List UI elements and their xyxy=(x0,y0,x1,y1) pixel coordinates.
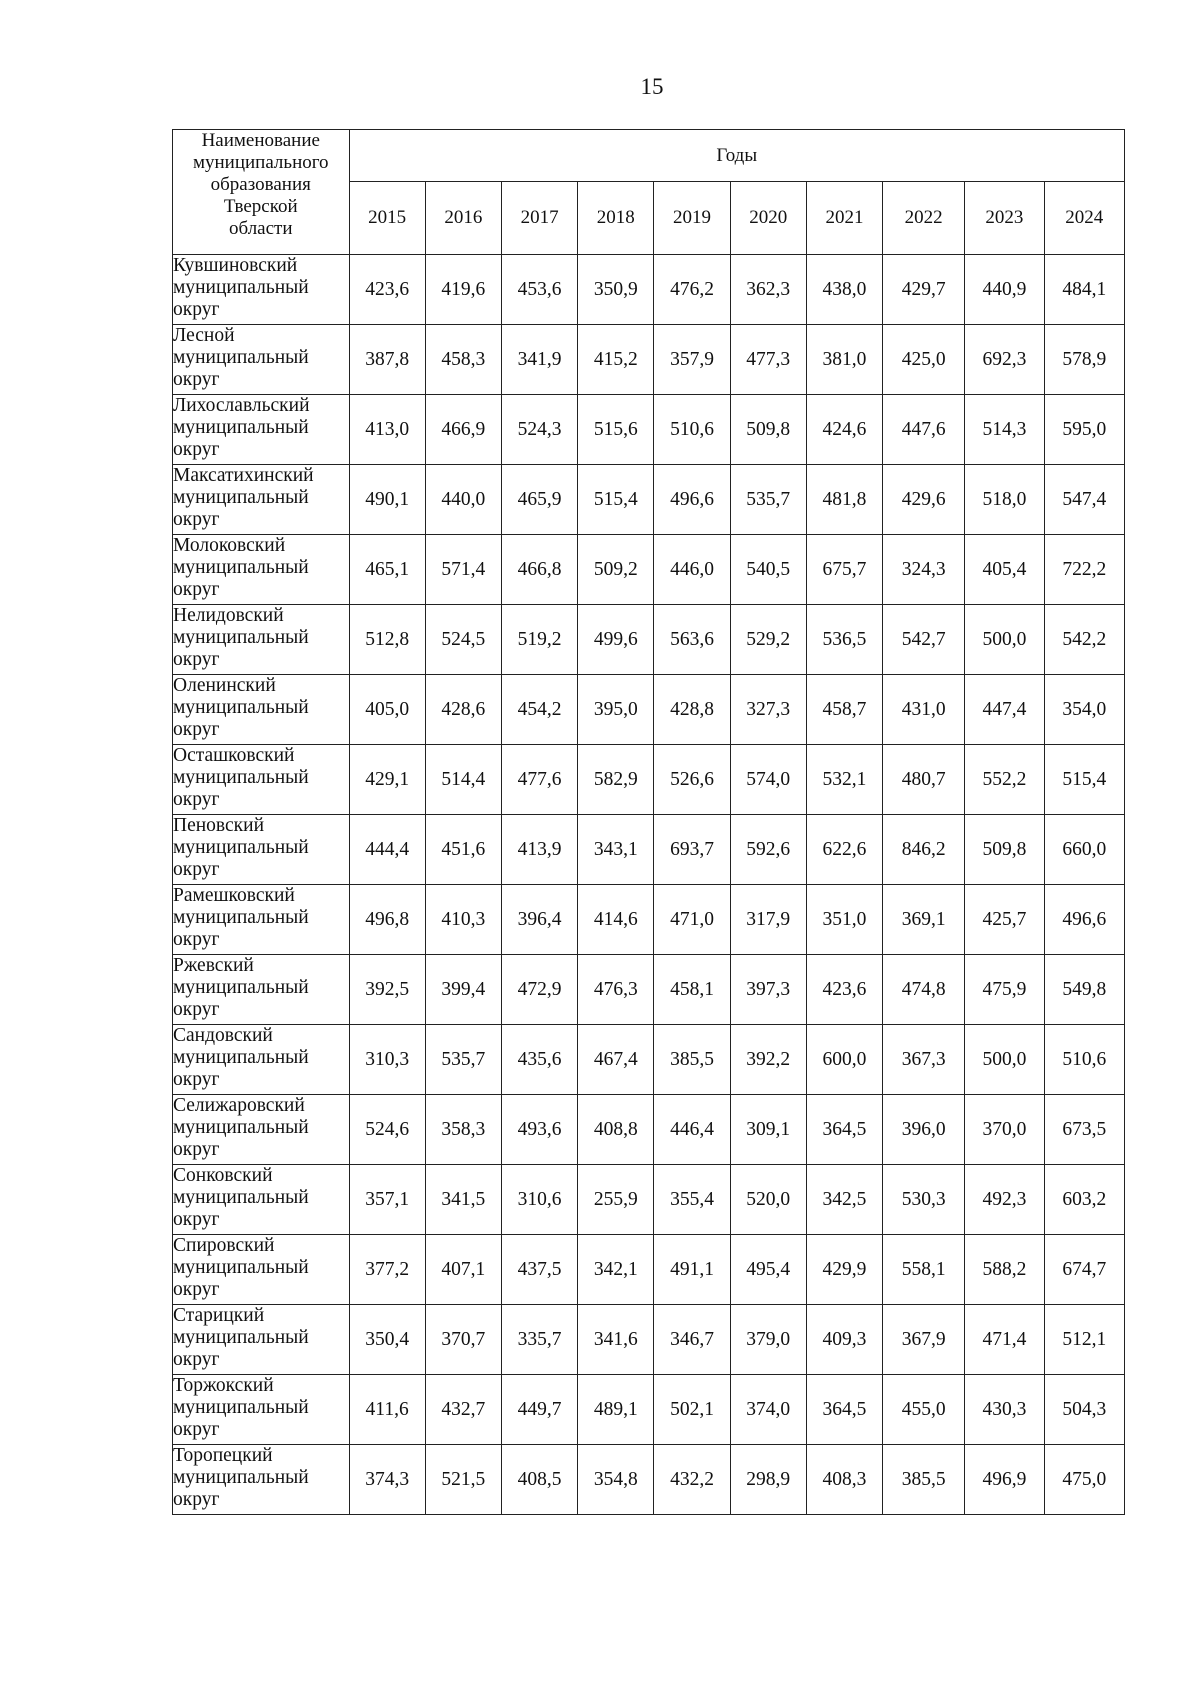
value-cell: 357,1 xyxy=(349,1165,425,1235)
data-table xyxy=(172,129,1125,1515)
value-cell: 471,0 xyxy=(654,885,730,955)
value-cell: 379,0 xyxy=(730,1305,806,1375)
value-cell: 298,9 xyxy=(730,1445,806,1515)
value-cell: 477,6 xyxy=(501,745,577,815)
value-cell: 429,9 xyxy=(806,1235,882,1305)
value-cell: 310,3 xyxy=(349,1025,425,1095)
value-cell: 496,6 xyxy=(654,465,730,535)
table-row xyxy=(173,325,1125,395)
value-cell: 578,9 xyxy=(1044,325,1124,395)
value-cell: 435,6 xyxy=(501,1025,577,1095)
value-cell: 432,7 xyxy=(425,1375,501,1445)
value-cell: 519,2 xyxy=(501,605,577,675)
year-header-cell: 2015 xyxy=(349,182,425,255)
value-cell: 310,6 xyxy=(501,1165,577,1235)
value-cell: 429,6 xyxy=(883,465,965,535)
value-cell: 673,5 xyxy=(1044,1095,1124,1165)
value-cell: 515,4 xyxy=(1044,745,1124,815)
value-cell: 255,9 xyxy=(578,1165,654,1235)
value-cell: 354,8 xyxy=(578,1445,654,1515)
municipality-name: Лихославльский муниципальный округ xyxy=(173,395,350,465)
value-cell: 660,0 xyxy=(1044,815,1124,885)
value-cell: 489,1 xyxy=(578,1375,654,1445)
value-cell: 514,3 xyxy=(965,395,1044,465)
value-cell: 446,4 xyxy=(654,1095,730,1165)
value-cell: 440,9 xyxy=(965,255,1044,325)
value-cell: 350,4 xyxy=(349,1305,425,1375)
value-cell: 413,0 xyxy=(349,395,425,465)
name-column-header: Наименование муниципального образования Тверской области xyxy=(173,130,350,255)
value-cell: 514,4 xyxy=(425,745,501,815)
municipality-name: Сонковский муниципальный округ xyxy=(173,1165,350,1235)
value-cell: 351,0 xyxy=(806,885,882,955)
value-cell: 407,1 xyxy=(425,1235,501,1305)
value-cell: 425,0 xyxy=(883,325,965,395)
value-cell: 526,6 xyxy=(654,745,730,815)
value-cell: 367,9 xyxy=(883,1305,965,1375)
years-header: Годы xyxy=(349,130,1124,182)
value-cell: 535,7 xyxy=(730,465,806,535)
value-cell: 542,7 xyxy=(883,605,965,675)
value-cell: 846,2 xyxy=(883,815,965,885)
table-row xyxy=(173,1305,1125,1375)
value-cell: 496,8 xyxy=(349,885,425,955)
table-row xyxy=(173,1445,1125,1515)
value-cell: 317,9 xyxy=(730,885,806,955)
municipality-name: Оленинский муниципальный округ xyxy=(173,675,350,745)
value-cell: 480,7 xyxy=(883,745,965,815)
value-cell: 509,8 xyxy=(965,815,1044,885)
municipality-name: Рамешковский муниципальный округ xyxy=(173,885,350,955)
table-row xyxy=(173,745,1125,815)
value-cell: 504,3 xyxy=(1044,1375,1124,1445)
value-cell: 512,1 xyxy=(1044,1305,1124,1375)
value-cell: 499,6 xyxy=(578,605,654,675)
value-cell: 357,9 xyxy=(654,325,730,395)
value-cell: 324,3 xyxy=(883,535,965,605)
table-row xyxy=(173,395,1125,465)
value-cell: 381,0 xyxy=(806,325,882,395)
value-cell: 500,0 xyxy=(965,1025,1044,1095)
value-cell: 502,1 xyxy=(654,1375,730,1445)
value-cell: 600,0 xyxy=(806,1025,882,1095)
value-cell: 521,5 xyxy=(425,1445,501,1515)
municipality-name: Пеновский муниципальный округ xyxy=(173,815,350,885)
value-cell: 354,0 xyxy=(1044,675,1124,745)
value-cell: 475,9 xyxy=(965,955,1044,1025)
value-cell: 350,9 xyxy=(578,255,654,325)
value-cell: 343,1 xyxy=(578,815,654,885)
value-cell: 552,2 xyxy=(965,745,1044,815)
table-row xyxy=(173,605,1125,675)
municipality-name: Максатихинский муниципальный округ xyxy=(173,465,350,535)
value-cell: 437,5 xyxy=(501,1235,577,1305)
year-header-cell: 2018 xyxy=(578,182,654,255)
value-cell: 532,1 xyxy=(806,745,882,815)
value-cell: 491,1 xyxy=(654,1235,730,1305)
value-cell: 342,1 xyxy=(578,1235,654,1305)
value-cell: 423,6 xyxy=(806,955,882,1025)
table-row xyxy=(173,955,1125,1025)
value-cell: 465,9 xyxy=(501,465,577,535)
municipality-name: Молоковский муниципальный округ xyxy=(173,535,350,605)
value-cell: 415,2 xyxy=(578,325,654,395)
value-cell: 496,6 xyxy=(1044,885,1124,955)
table-row xyxy=(173,465,1125,535)
value-cell: 493,6 xyxy=(501,1095,577,1165)
value-cell: 692,3 xyxy=(965,325,1044,395)
value-cell: 536,5 xyxy=(806,605,882,675)
value-cell: 419,6 xyxy=(425,255,501,325)
value-cell: 429,7 xyxy=(883,255,965,325)
municipality-name: Спировский муниципальный округ xyxy=(173,1235,350,1305)
value-cell: 364,5 xyxy=(806,1375,882,1445)
value-cell: 530,3 xyxy=(883,1165,965,1235)
table-row xyxy=(173,1095,1125,1165)
value-cell: 367,3 xyxy=(883,1025,965,1095)
municipality-name: Кувшиновский муниципальный округ xyxy=(173,255,350,325)
value-cell: 405,0 xyxy=(349,675,425,745)
value-cell: 362,3 xyxy=(730,255,806,325)
value-cell: 542,2 xyxy=(1044,605,1124,675)
value-cell: 622,6 xyxy=(806,815,882,885)
table-row xyxy=(173,815,1125,885)
table-body xyxy=(173,255,1125,1515)
value-cell: 429,1 xyxy=(349,745,425,815)
value-cell: 374,3 xyxy=(349,1445,425,1515)
value-cell: 529,2 xyxy=(730,605,806,675)
value-cell: 454,2 xyxy=(501,675,577,745)
value-cell: 410,3 xyxy=(425,885,501,955)
value-cell: 413,9 xyxy=(501,815,577,885)
value-cell: 547,4 xyxy=(1044,465,1124,535)
value-cell: 481,8 xyxy=(806,465,882,535)
value-cell: 509,8 xyxy=(730,395,806,465)
value-cell: 500,0 xyxy=(965,605,1044,675)
value-cell: 409,3 xyxy=(806,1305,882,1375)
value-cell: 582,9 xyxy=(578,745,654,815)
value-cell: 408,3 xyxy=(806,1445,882,1515)
year-header-cell: 2017 xyxy=(501,182,577,255)
value-cell: 515,4 xyxy=(578,465,654,535)
value-cell: 309,1 xyxy=(730,1095,806,1165)
value-cell: 428,8 xyxy=(654,675,730,745)
value-cell: 342,5 xyxy=(806,1165,882,1235)
value-cell: 449,7 xyxy=(501,1375,577,1445)
value-cell: 518,0 xyxy=(965,465,1044,535)
value-cell: 549,8 xyxy=(1044,955,1124,1025)
year-header-cell: 2019 xyxy=(654,182,730,255)
value-cell: 476,2 xyxy=(654,255,730,325)
value-cell: 540,5 xyxy=(730,535,806,605)
value-cell: 509,2 xyxy=(578,535,654,605)
value-cell: 392,2 xyxy=(730,1025,806,1095)
value-cell: 535,7 xyxy=(425,1025,501,1095)
value-cell: 447,6 xyxy=(883,395,965,465)
year-header-cell: 2023 xyxy=(965,182,1044,255)
value-cell: 370,7 xyxy=(425,1305,501,1375)
table-row xyxy=(173,255,1125,325)
value-cell: 425,7 xyxy=(965,885,1044,955)
value-cell: 414,6 xyxy=(578,885,654,955)
value-cell: 335,7 xyxy=(501,1305,577,1375)
value-cell: 431,0 xyxy=(883,675,965,745)
value-cell: 446,0 xyxy=(654,535,730,605)
table-row xyxy=(173,1025,1125,1095)
value-cell: 405,4 xyxy=(965,535,1044,605)
page-number: 15 xyxy=(640,74,664,99)
value-cell: 520,0 xyxy=(730,1165,806,1235)
value-cell: 674,7 xyxy=(1044,1235,1124,1305)
value-cell: 492,3 xyxy=(965,1165,1044,1235)
value-cell: 722,2 xyxy=(1044,535,1124,605)
value-cell: 408,5 xyxy=(501,1445,577,1515)
value-cell: 471,4 xyxy=(965,1305,1044,1375)
value-cell: 592,6 xyxy=(730,815,806,885)
value-cell: 346,7 xyxy=(654,1305,730,1375)
value-cell: 341,5 xyxy=(425,1165,501,1235)
value-cell: 465,1 xyxy=(349,535,425,605)
value-cell: 432,2 xyxy=(654,1445,730,1515)
value-cell: 364,5 xyxy=(806,1095,882,1165)
value-cell: 472,9 xyxy=(501,955,577,1025)
value-cell: 424,6 xyxy=(806,395,882,465)
value-cell: 374,0 xyxy=(730,1375,806,1445)
value-cell: 524,6 xyxy=(349,1095,425,1165)
value-cell: 558,1 xyxy=(883,1235,965,1305)
value-cell: 358,3 xyxy=(425,1095,501,1165)
year-header-cell: 2020 xyxy=(730,182,806,255)
value-cell: 595,0 xyxy=(1044,395,1124,465)
value-cell: 451,6 xyxy=(425,815,501,885)
value-cell: 458,3 xyxy=(425,325,501,395)
value-cell: 693,7 xyxy=(654,815,730,885)
municipality-name: Сандовский муниципальный округ xyxy=(173,1025,350,1095)
value-cell: 458,7 xyxy=(806,675,882,745)
value-cell: 510,6 xyxy=(654,395,730,465)
value-cell: 455,0 xyxy=(883,1375,965,1445)
year-header-cell: 2022 xyxy=(883,182,965,255)
value-cell: 490,1 xyxy=(349,465,425,535)
value-cell: 467,4 xyxy=(578,1025,654,1095)
value-cell: 476,3 xyxy=(578,955,654,1025)
value-cell: 411,6 xyxy=(349,1375,425,1445)
table-row xyxy=(173,535,1125,605)
value-cell: 392,5 xyxy=(349,955,425,1025)
value-cell: 428,6 xyxy=(425,675,501,745)
value-cell: 370,0 xyxy=(965,1095,1044,1165)
value-cell: 458,1 xyxy=(654,955,730,1025)
value-cell: 341,9 xyxy=(501,325,577,395)
value-cell: 524,5 xyxy=(425,605,501,675)
municipality-name: Осташковский муниципальный округ xyxy=(173,745,350,815)
value-cell: 496,9 xyxy=(965,1445,1044,1515)
year-header-cell: 2016 xyxy=(425,182,501,255)
value-cell: 369,1 xyxy=(883,885,965,955)
value-cell: 430,3 xyxy=(965,1375,1044,1445)
municipality-name: Ржевский муниципальный округ xyxy=(173,955,350,1025)
value-cell: 484,1 xyxy=(1044,255,1124,325)
value-cell: 466,9 xyxy=(425,395,501,465)
value-cell: 571,4 xyxy=(425,535,501,605)
table-row xyxy=(173,675,1125,745)
value-cell: 466,8 xyxy=(501,535,577,605)
table-row xyxy=(173,1235,1125,1305)
value-cell: 447,4 xyxy=(965,675,1044,745)
table-row xyxy=(173,1375,1125,1445)
value-cell: 524,3 xyxy=(501,395,577,465)
value-cell: 574,0 xyxy=(730,745,806,815)
value-cell: 385,5 xyxy=(883,1445,965,1515)
value-cell: 563,6 xyxy=(654,605,730,675)
value-cell: 474,8 xyxy=(883,955,965,1025)
value-cell: 510,6 xyxy=(1044,1025,1124,1095)
value-cell: 477,3 xyxy=(730,325,806,395)
value-cell: 423,6 xyxy=(349,255,425,325)
value-cell: 440,0 xyxy=(425,465,501,535)
value-cell: 453,6 xyxy=(501,255,577,325)
value-cell: 396,0 xyxy=(883,1095,965,1165)
value-cell: 675,7 xyxy=(806,535,882,605)
value-cell: 475,0 xyxy=(1044,1445,1124,1515)
value-cell: 327,3 xyxy=(730,675,806,745)
value-cell: 588,2 xyxy=(965,1235,1044,1305)
value-cell: 512,8 xyxy=(349,605,425,675)
value-cell: 515,6 xyxy=(578,395,654,465)
municipality-name: Селижаровский муниципальный округ xyxy=(173,1095,350,1165)
value-cell: 408,8 xyxy=(578,1095,654,1165)
value-cell: 385,5 xyxy=(654,1025,730,1095)
year-header-cell: 2024 xyxy=(1044,182,1124,255)
value-cell: 396,4 xyxy=(501,885,577,955)
value-cell: 399,4 xyxy=(425,955,501,1025)
municipality-name: Торопецкий муниципальный округ xyxy=(173,1445,350,1515)
value-cell: 438,0 xyxy=(806,255,882,325)
table-row xyxy=(173,885,1125,955)
table-row xyxy=(173,1165,1125,1235)
value-cell: 377,2 xyxy=(349,1235,425,1305)
value-cell: 341,6 xyxy=(578,1305,654,1375)
value-cell: 397,3 xyxy=(730,955,806,1025)
value-cell: 444,4 xyxy=(349,815,425,885)
municipality-name: Лесной муниципальный округ xyxy=(173,325,350,395)
year-header-cell: 2021 xyxy=(806,182,882,255)
municipality-name: Нелидовский муниципальный округ xyxy=(173,605,350,675)
value-cell: 395,0 xyxy=(578,675,654,745)
value-cell: 355,4 xyxy=(654,1165,730,1235)
value-cell: 387,8 xyxy=(349,325,425,395)
value-cell: 495,4 xyxy=(730,1235,806,1305)
value-cell: 603,2 xyxy=(1044,1165,1124,1235)
municipality-name: Старицкий муниципальный округ xyxy=(173,1305,350,1375)
municipality-name: Торжокский муниципальный округ xyxy=(173,1375,350,1445)
